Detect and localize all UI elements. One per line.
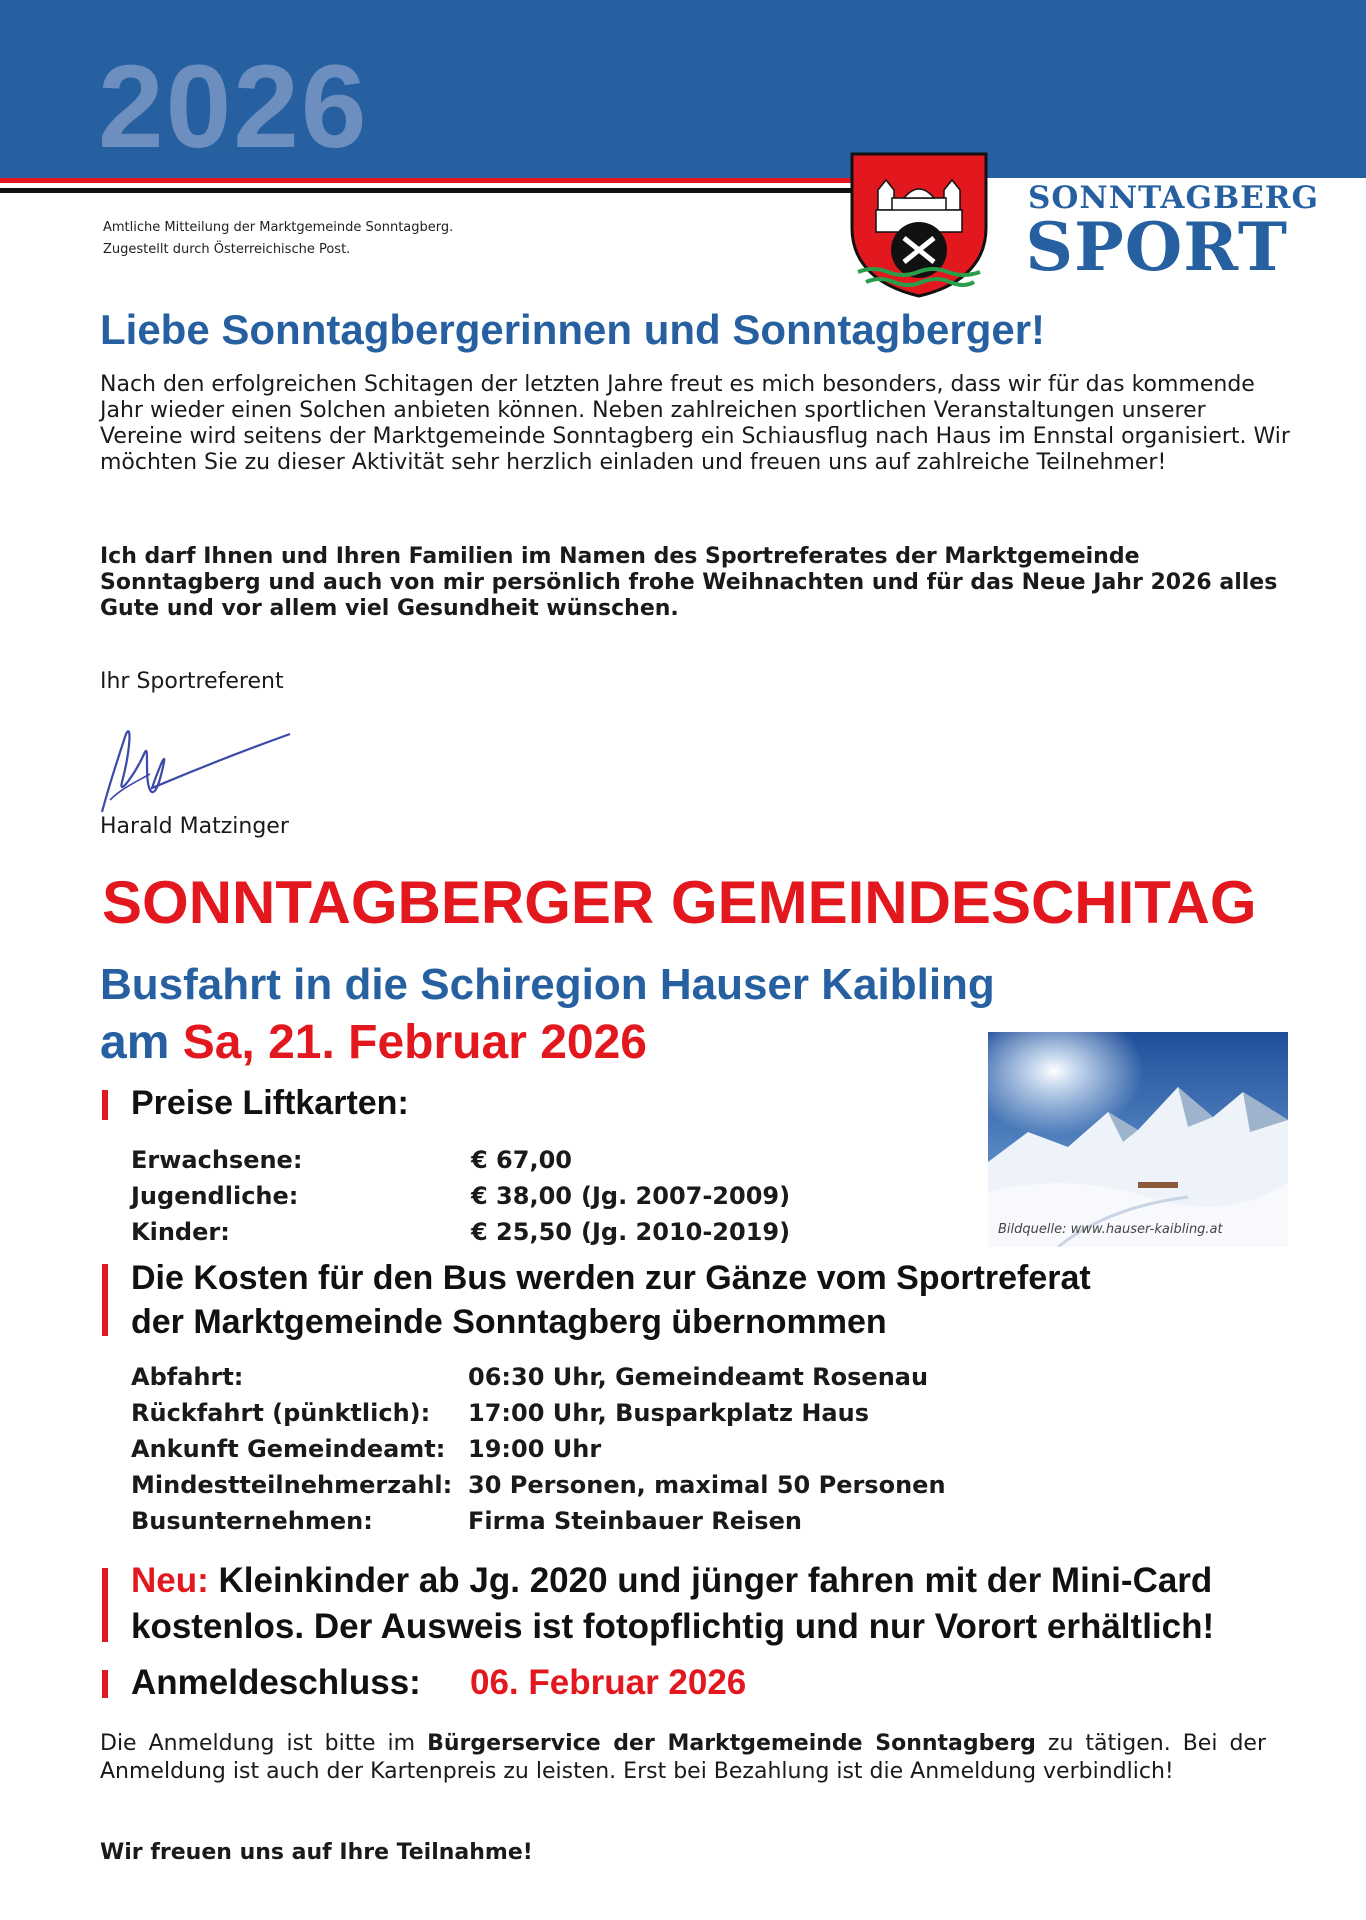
official-notice-line2: Zugestellt durch Österreichische Post. <box>103 242 351 257</box>
registration-before: Die Anmeldung ist bitte im <box>100 1731 428 1756</box>
bus-heading <box>131 1256 1091 1344</box>
bus-heading-line2: der Marktgemeinde Sonntagberg übernommen <box>131 1303 887 1341</box>
price-label: Kinder: <box>131 1218 230 1246</box>
registration-closing: Wir freuen uns auf Ihre Teilnahme! <box>100 1840 533 1865</box>
registration-text <box>100 1730 1266 1786</box>
price-label: Jugendliche: <box>131 1182 299 1210</box>
header-year: 2026 <box>98 41 369 173</box>
deadline-label: Anmeldeschluss: <box>131 1663 421 1702</box>
price-note: (Jg. 2007-2009) <box>581 1182 791 1210</box>
prices-heading: Preise Liftkarten: <box>131 1084 409 1122</box>
letter-signer: Harald Matzinger <box>100 814 289 839</box>
bus-label: Ankunft Gemeindeamt: <box>131 1435 446 1463</box>
municipal-crest-icon <box>848 150 990 298</box>
letter-wishes: Ich darf Ihnen und Ihren Familien im Namen des Sportreferates der Marktgemeinde Sonntagberg und auch von mir persönlich frohe Weihnachten und für das Neue Jahr 2026 alles Gute und vor allem viel Gesundheit wünschen. <box>100 544 1278 621</box>
bus-label: Rückfahrt (pünktlich): <box>131 1399 431 1427</box>
bus-heading-line1: Die Kosten für den Bus werden zur Gänze vom Sportreferat <box>131 1259 1091 1297</box>
bus-label: Busunternehmen: <box>131 1507 373 1535</box>
bus-value: 17:00 Uhr, Busparkplatz Haus <box>468 1399 869 1427</box>
ski-region-photo <box>988 1032 1288 1247</box>
event-subtitle: Busfahrt in die Schiregion Hauser Kaibling <box>100 960 995 1009</box>
price-value: € 67,00 <box>471 1146 572 1174</box>
notice-marker <box>102 1568 108 1642</box>
bus-label: Abfahrt: <box>131 1363 244 1391</box>
bus-marker <box>102 1264 108 1336</box>
event-date-prefix: am <box>100 1016 170 1069</box>
letter-paragraph: Nach den erfolgreichen Schitagen der letzten Jahre freut es mich besonders, dass wir für das kommende Jahr wieder einen Solchen anbieten können. Neben zahlreichen sportlichen Veranstaltungen unserer Vereine wird seitens der Marktgemeinde Sonntagberg ein Schiausflug nach Haus im Ennstal organisiert. Wir möchten Sie zu dieser Aktivität sehr herzlich einladen und freuen uns auf zahlreiche Teilnehmer! <box>100 372 1290 475</box>
price-value: € 38,00 <box>471 1182 572 1210</box>
price-note: (Jg. 2010-2019) <box>581 1218 791 1246</box>
prices-marker <box>102 1090 108 1120</box>
bus-value: Firma Steinbauer Reisen <box>468 1507 802 1535</box>
greeting-heading: Liebe Sonntagbergerinnen und Sonntagberger! <box>100 306 1046 353</box>
brand-line1: SONNTAGBERG <box>1028 180 1320 216</box>
bus-value: 30 Personen, maximal 50 Personen <box>468 1471 946 1499</box>
signature-icon <box>92 712 302 820</box>
notice-new-label: Neu: <box>131 1561 209 1600</box>
notice-line1: Kleinkinder ab Jg. 2020 und jünger fahren mit der Mini-Card <box>218 1561 1213 1600</box>
bus-value: 19:00 Uhr <box>468 1435 602 1463</box>
official-notice <box>103 217 453 261</box>
header-stripes <box>0 178 860 193</box>
price-value: € 25,50 <box>471 1218 572 1246</box>
event-title: SONNTAGBERGER GEMEINDESCHITAG <box>102 869 1257 936</box>
event-date-line <box>100 1014 647 1072</box>
photo-caption: Bildquelle: www.hauser-kaibling.at <box>998 1222 1223 1237</box>
deadline-date: 06. Februar 2026 <box>470 1663 747 1702</box>
bus-value: 06:30 Uhr, Gemeindeamt Rosenau <box>468 1363 929 1391</box>
registration-after: zu tätigen. Bei der Anmeldung ist auch der Kartenpreis zu leisten. Erst bei Bezahlung ist die Anmeldung verbindlich! <box>100 1731 1266 1784</box>
registration-bold: Bürgerservice der Marktgemeinde Sonntagberg <box>427 1731 1036 1756</box>
notice-line2: kostenlos. Der Ausweis ist fotopflichtig und nur Vorort erhältlich! <box>131 1607 1215 1646</box>
price-label: Erwachsene: <box>131 1146 303 1174</box>
letter-closing: Ihr Sportreferent <box>100 669 284 694</box>
brand-line2: SPORT <box>1025 208 1288 286</box>
notice-text <box>131 1558 1214 1650</box>
bus-label: Mindestteilnehmerzahl: <box>131 1471 453 1499</box>
event-date: Sa, 21. Februar 2026 <box>182 1016 647 1069</box>
official-notice-line1: Amtliche Mitteilung der Marktgemeinde Sonntagberg. <box>103 220 454 235</box>
deadline-marker <box>102 1670 108 1698</box>
